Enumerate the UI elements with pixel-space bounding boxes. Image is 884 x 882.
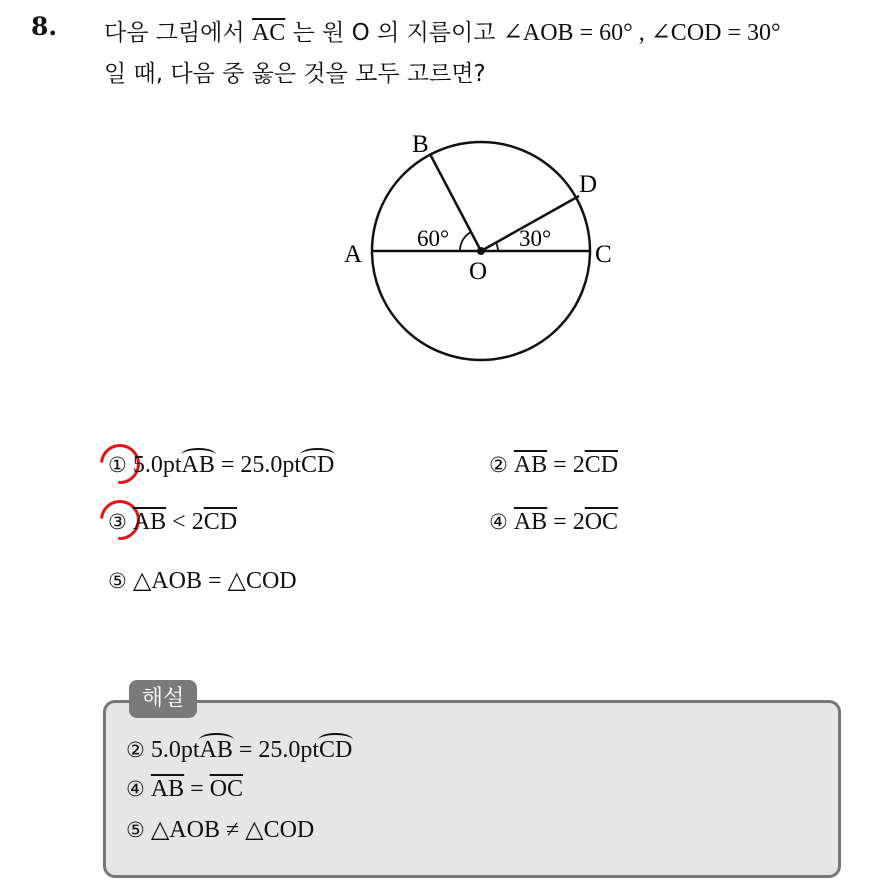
option-1[interactable]: ① 5.0ptAB = 25.0ptCD	[108, 452, 335, 478]
label-o: O	[469, 258, 488, 285]
option-3-number: ③	[108, 510, 127, 534]
segment-ac: $\overline{AC}$	[251, 20, 286, 46]
solution-tag: 해설	[129, 680, 197, 718]
solution-line-2: ④ $\overline{AB} = \overline{OC}$	[126, 776, 244, 802]
label-a: A	[344, 241, 363, 268]
center-point	[477, 247, 485, 255]
option-4[interactable]: ④ $\overline{AB} = 2\overline{OC}$	[489, 509, 619, 535]
question-number: 8.	[31, 12, 58, 41]
label-d: D	[579, 171, 598, 198]
arc-ab: AB	[181, 452, 215, 478]
option-5[interactable]: ⑤ △AOB = △COD	[108, 568, 297, 594]
question-text-mid: 는 원 O 의 지름이고	[285, 20, 503, 46]
solution-line-3: ⑤ △AOB ≠ △COD	[126, 817, 315, 843]
arc-cd: CD	[301, 452, 335, 478]
option-2[interactable]: ② $\overline{AB} = 2\overline{CD}$	[489, 452, 619, 478]
label-b: B	[412, 131, 429, 158]
option-1-number: ①	[108, 453, 127, 477]
question-line-2: 일 때, 다음 중 옳은 것을 모두 고르면?	[104, 61, 486, 87]
label-c: C	[595, 241, 612, 268]
option-5-number: ⑤	[108, 569, 127, 593]
angle-label-aob: 60°	[417, 226, 450, 251]
option-4-number: ④	[489, 510, 508, 534]
option-2-number: ②	[489, 453, 508, 477]
circle-diagram	[0, 0, 884, 440]
question-angles: ∠AOB = 60° , ∠COD = 30°	[502, 20, 781, 46]
option-3[interactable]: ③ $\overline{AB} < 2\overline{CD}$	[108, 509, 238, 535]
question-text: 다음 그림에서	[104, 20, 252, 46]
angle-arc-aob	[460, 232, 471, 251]
solution-line-1: ② 5.0ptAB = 25.0ptCD	[126, 737, 353, 763]
angle-label-cod: 30°	[519, 226, 552, 251]
